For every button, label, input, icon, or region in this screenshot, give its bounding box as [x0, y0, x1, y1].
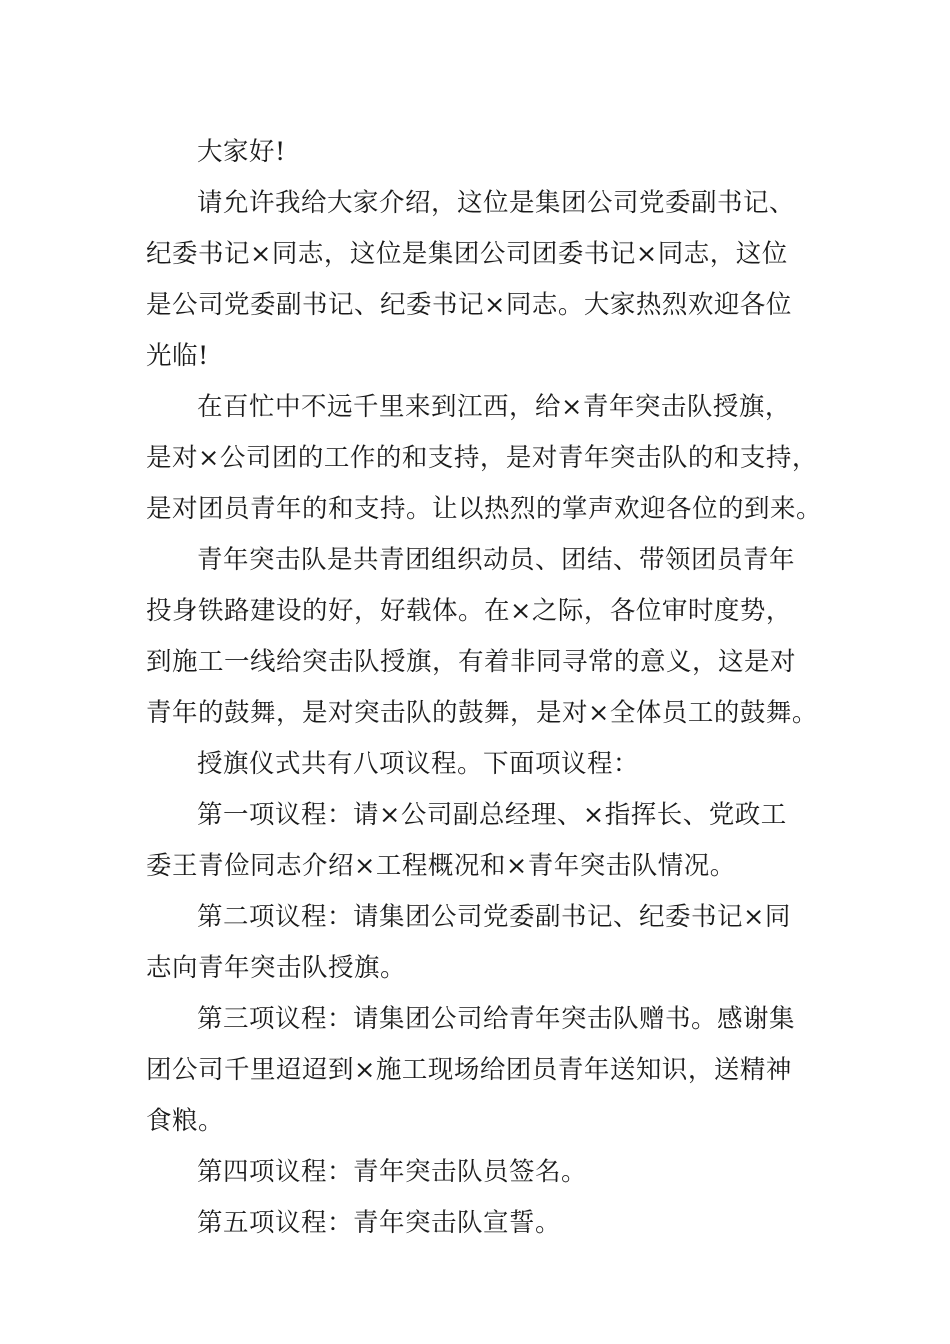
- agenda-item-5: 第五项议程：青年突击队宣誓。: [197, 1208, 562, 1238]
- agenda-item-3: 第三项议程：请集团公司给青年突击队赠书。感谢集 团公司千里迢迢到×施工现场给团员青年送知识，送精神 食粮。: [146, 1004, 796, 1136]
- greeting-paragraph: 大家好!: [197, 137, 286, 167]
- agenda-item-1: 第一项议程：请×公司副总经理、×指挥长、党政工 委王青俭同志介绍×工程概况和×青年突击队情况。: [146, 800, 787, 881]
- youth-team-paragraph: 青年突击队是共青团组织动员、团结、带领团员青年 投身铁路建设的好，好载体。在×之际，各位审时度势， 到施工一线给突击队授旗，有着非同寻常的意义，这是对 青年的鼓舞，是对突击队的鼓舞，是对×全体员工的鼓舞。: [146, 545, 818, 728]
- agenda-item-2: 第二项议程：请集团公司党委副书记、纪委书记×同 志向青年突击队授旗。: [146, 902, 791, 983]
- agenda-intro-paragraph: 授旗仪式共有八项议程。下面项议程：: [197, 749, 640, 779]
- welcome-paragraph: 在百忙中不远千里来到江西，给×青年突击队授旗， 是对×公司团的工作的和支持，是对青年突击队的和支持， 是对团员青年的和支持。让以热烈的掌声欢迎各位的到来。: [146, 392, 823, 524]
- introduction-paragraph: 请允许我给大家介绍，这位是集团公司党委副书记、 纪委书记×同志，这位是集团公司团委书记×同志，这位 是公司党委副书记、纪委书记×同志。大家热烈欢迎各位 光临!: [146, 188, 796, 371]
- document-body: [146, 127, 826, 1249]
- agenda-item-4: 第四项议程：青年突击队员签名。: [197, 1157, 588, 1187]
